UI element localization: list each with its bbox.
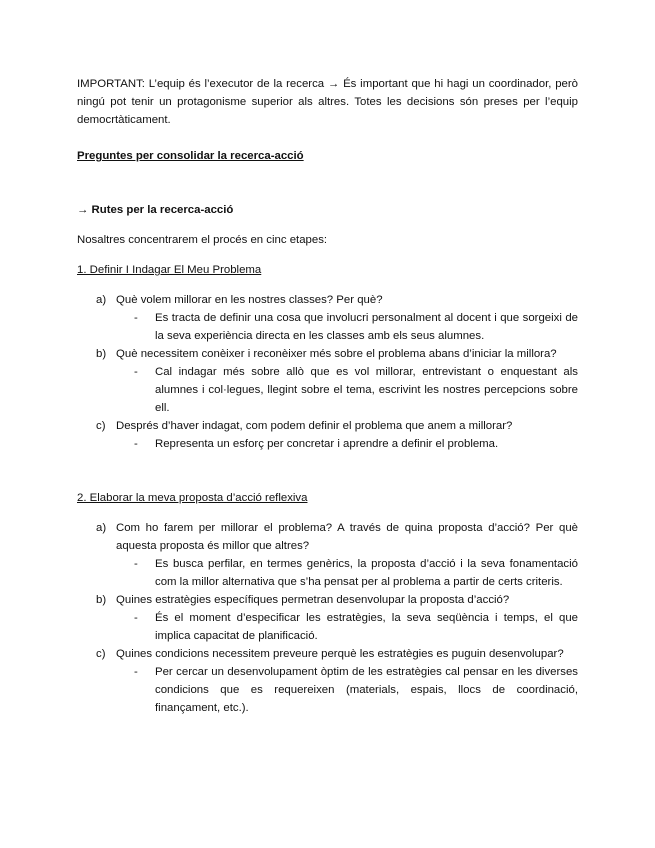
question-marker: a)	[96, 294, 107, 306]
detail-text: És el moment d’especificar les estratègies, la seva seqüència i temps, el que implica capacitat de planificació.	[155, 612, 578, 642]
dash-bullet: -	[134, 666, 138, 678]
detail-text: Es busca perfilar, en termes genèrics, la proposta d’acció i la seva fonamentació com la millor alternativa que s’ha pensat per al problema a partir de certs criteris.	[155, 558, 578, 588]
question-text: Què volem millorar en les nostres classes? Per què?	[116, 294, 383, 306]
question-marker: b)	[96, 348, 107, 360]
question-item	[77, 417, 578, 435]
question-item	[77, 291, 578, 309]
dash-bullet: -	[134, 612, 138, 624]
dash-bullet: -	[134, 558, 138, 570]
consolidate-heading: Preguntes per consolidar la recerca-acció	[77, 150, 304, 162]
question-detail	[77, 363, 578, 417]
detail-text: Cal indagar més sobre allò que es vol millorar, entrevistant o enquestant als alumnes i col·legues, llegint sobre el tema, escrivint les nostres percepcions sobre ell.	[155, 366, 578, 414]
question-text: Quines estratègies específiques permetran desenvolupar la proposta d’acció?	[116, 594, 510, 606]
dash-bullet: -	[134, 312, 138, 324]
question-text: Com ho farem per millorar el problema? A través de quina proposta d’acció? Per què aquesta proposta és millor que altres?	[116, 522, 578, 552]
routes-heading: → Rutes per la recerca-acció	[77, 204, 234, 216]
detail-text: Per cercar un desenvolupament òptim de les estratègies cal pensar en les diverses condicions que es requereixen (materials, espais, llocs de coordinació, finançament, etc.).	[155, 666, 578, 714]
question-detail	[77, 555, 578, 591]
question-item	[77, 591, 578, 609]
question-detail	[77, 309, 578, 345]
section-title: 2. Elaborar la meva proposta d’acció reflexiva	[77, 492, 308, 504]
detail-text: Es tracta de definir una cosa que involucri personalment al docent i que sorgeixi de la seva experiència directa en les classes amb els seus alumnes.	[155, 312, 578, 342]
question-marker: c)	[96, 648, 106, 660]
detail-text: Representa un esforç per concretar i aprendre a definir el problema.	[155, 438, 499, 450]
question-text: Quines condicions necessitem preveure perquè les estratègies es puguin desenvolupar?	[116, 648, 564, 660]
intro-paragraph: IMPORTANT: L’equip és l’executor de la recerca → És important que hi hagi un coordinador, però ningú pot tenir un protagonisme superior als altres. Totes les decisions són preses per l’equip democrtàticament.	[77, 78, 578, 126]
question-item	[77, 345, 578, 363]
question-detail	[77, 609, 578, 645]
question-marker: c)	[96, 420, 106, 432]
section-title: 1. Definir I Indagar El Meu Problema	[77, 264, 262, 276]
question-text: Què necessitem conèixer i reconèixer més sobre el problema abans d’iniciar la millora?	[116, 348, 557, 360]
dash-bullet: -	[134, 438, 138, 450]
question-marker: b)	[96, 594, 107, 606]
question-marker: a)	[96, 522, 107, 534]
question-detail	[77, 663, 578, 717]
question-item	[77, 645, 578, 663]
document-page	[77, 75, 578, 717]
question-text: Després d’haver indagat, com podem definir el problema que anem a millorar?	[116, 420, 513, 432]
question-item	[77, 519, 578, 555]
question-detail	[77, 435, 578, 453]
dash-bullet: -	[134, 366, 138, 378]
process-intro: Nosaltres concentrarem el procés en cinc etapes:	[77, 234, 328, 246]
